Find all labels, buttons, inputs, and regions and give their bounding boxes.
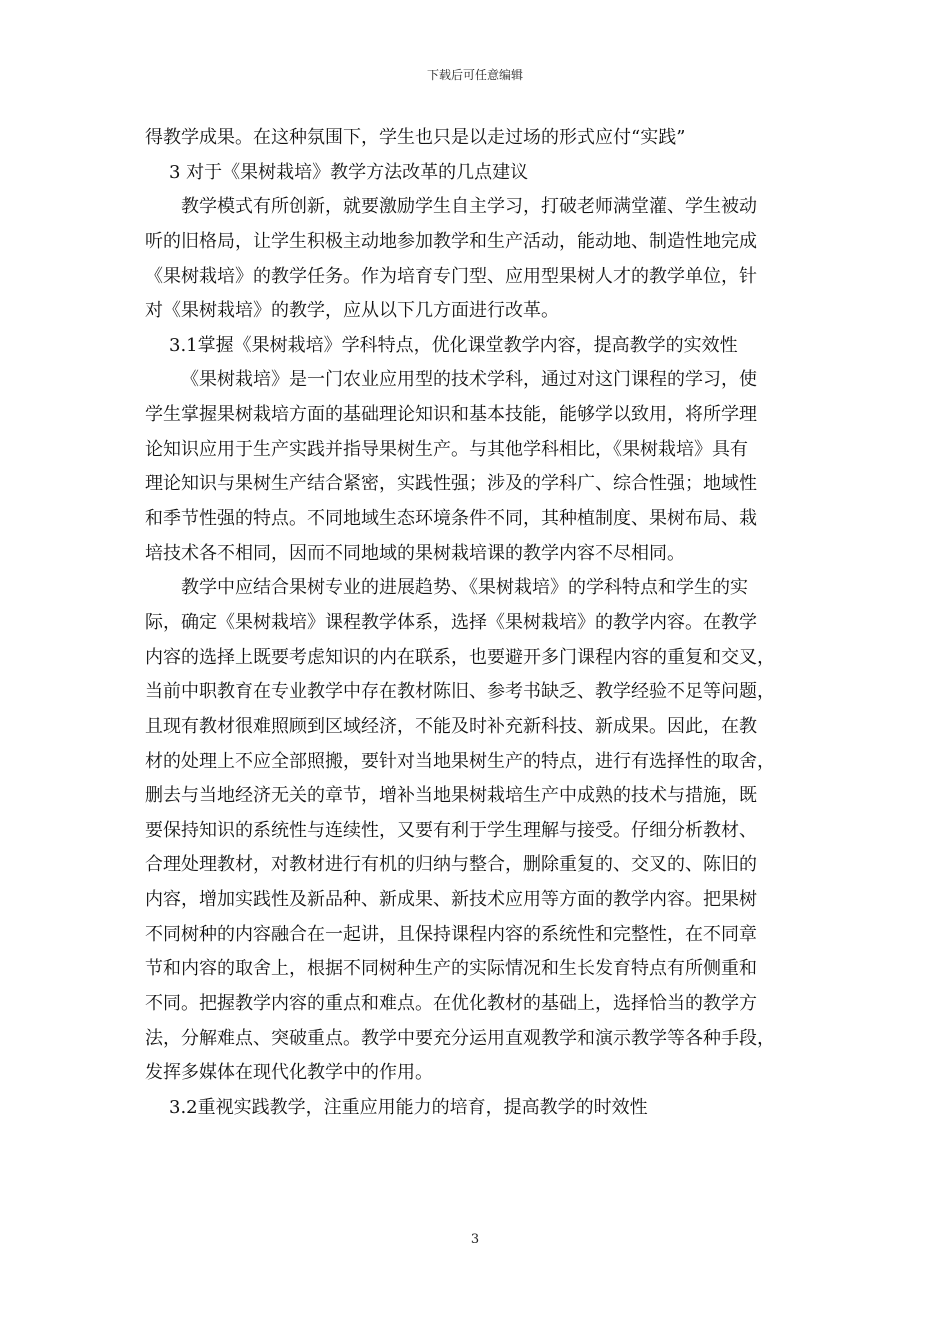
body-line-17: 当前中职教育在专业教学中存在教材陈旧、参考书缺乏、教学经验不足等问题， (145, 681, 775, 703)
body-line-13: 培技术各不相同，因而不同地域的果树栽培课的教学内容不尽相同。 (145, 542, 685, 564)
body-line-24: 不同树种的内容融合在一起讲，且保持课程内容的系统性和完整性，在不同章 (145, 923, 757, 945)
body-line-15: 际，确定《果树栽培》课程教学体系，选择《果树栽培》的教学内容。在教学 (145, 611, 757, 633)
body-line-16: 内容的选择上既要考虑知识的内在联系，也要避开多门课程内容的重复和交叉， (145, 646, 775, 668)
body-line-10: 论知识应用于生产实践并指导果树生产。与其他学科相比，《果树栽培》具有 (145, 438, 748, 460)
body-line-19: 材的处理上不应全部照搬，要针对当地果树生产的特点，进行有选择性的取舍， (145, 750, 775, 772)
page-number: 3 (470, 1232, 480, 1247)
body-line-26: 不同。把握教学内容的重点和难点。在优化教材的基础上，选择恰当的教学方 (145, 993, 757, 1015)
body-line-27: 法，分解难点、突破重点。教学中要充分运用直观教学和演示教学等各种手段， (145, 1027, 775, 1049)
section-heading-3-1: 3.1掌握《果树栽培》学科特点，优化课堂教学内容，提高教学的实效性 (169, 334, 738, 356)
body-line-28: 发挥多媒体在现代化教学中的作用。 (145, 1062, 433, 1084)
body-line-25: 节和内容的取舍上，根据不同树种生产的实际情况和生长发育特点有所侧重和 (145, 958, 757, 980)
body-line-21: 要保持知识的系统性与连续性，又要有利于学生理解与接受。仔细分析教材、 (145, 819, 757, 841)
section-heading-3: 3 对于《果树栽培》教学方法改革的几点建议 (169, 161, 529, 183)
section-heading-3-2: 3.2重视实践教学，注重应用能力的培育，提高教学的时效性 (169, 1096, 648, 1118)
body-line-14: 教学中应结合果树专业的进展趋势、《果树栽培》的学科特点和学生的实 (181, 577, 748, 599)
body-line-1: 得教学成果。在这种氛围下，学生也只是以走过场的形式应付“实践” (145, 127, 686, 148)
body-line-4: 听的旧格局，让学生积极主动地参加教学和生产活动，能动地、制造性地完成 (145, 230, 757, 252)
body-line-11: 理论知识与果树生产结合紧密，实践性强；涉及的学科广、综合性强；地域性 (145, 473, 757, 495)
body-line-12: 和季节性强的特点。不同地域生态环境条件不同，其种植制度、果树布局、栽 (145, 508, 757, 530)
document-body (145, 121, 805, 1126)
page-header: 下载后可任意编辑 (426, 68, 523, 82)
body-line-18: 且现有教材很难照顾到区域经济，不能及时补充新科技、新成果。因此，在教 (145, 715, 757, 737)
body-line-3: 教学模式有所创新，就要激励学生自主学习，打破老师满堂灌、学生被动 (181, 196, 757, 218)
body-line-23: 内容，增加实践性及新品种、新成果、新技术应用等方面的教学内容。把果树 (145, 889, 757, 911)
body-line-20: 删去与当地经济无关的章节，增补当地果树栽培生产中成熟的技术与措施，既 (145, 785, 757, 807)
body-line-22: 合理处理教材，对教材进行有机的归纳与整合，删除重复的、交叉的、陈旧的 (145, 854, 757, 876)
body-line-5: 《果树栽培》的教学任务。作为培育专门型、应用型果树人才的教学单位，针 (145, 265, 757, 287)
body-line-6: 对《果树栽培》的教学，应从以下几方面进行改革。 (145, 300, 559, 322)
body-line-9: 学生掌握果树栽培方面的基础理论知识和基本技能，能够学以致用，将所学理 (145, 404, 757, 426)
body-line-8: 《果树栽培》是一门农业应用型的技术学科，通过对这门课程的学习，使 (181, 369, 757, 391)
